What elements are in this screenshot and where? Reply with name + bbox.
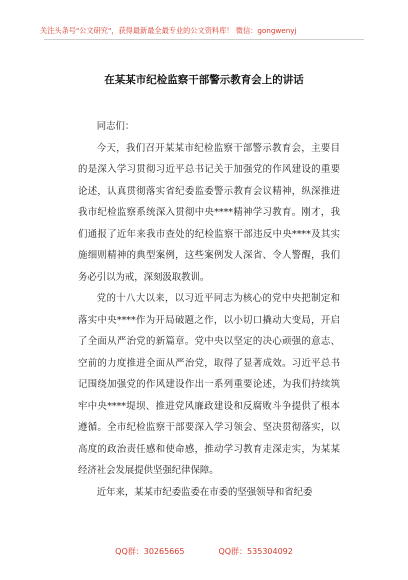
salutation: 同志们： [96,121,135,132]
footer-qq-groups [0,546,408,558]
document-body [78,116,340,503]
footer-qq-group-1: QQ群：30265665 [115,547,185,556]
paragraph-3: 近年来，某某市纪委监委在市委的坚强领导和省纪委 [96,486,313,498]
footer-qq-group-2: QQ群：535304092 [218,547,293,556]
paragraph-2: 党的十八大以来，以习近平同志为核心的党中央把制定和落实中央****作为开局破题之作，以小切口撬动大变局，开启了全面从严治党的新篇章。党中央以坚定的决心顽强的意志、空前的力度推进全面从严治党，取得了显著成效。习近平总书记围绕加强党的作风建设作出一系列重要论述，为我们持续筑牢中央****堤坝、推进党风廉政建设和反腐败斗争提供了根本遵循。全市纪检监察干部要深入学习领会、坚决贯彻落实，以高度的政治责任感和使命感，推动学习教育走深走实，为某某经济社会发展提供坚强纪律保障。 [78,293,340,476]
header-promo-note: 关注头条号"公文研究"，获得最新最全最专业的公文资料库！ 微信：gongwenyj [40,26,297,35]
document-title: 在某某市纪检监察干部警示教育会上的讲话 [104,74,304,86]
header-divider [44,39,364,40]
paragraph-1: 今天，我们召开某某市纪检监察干部警示教育会，主要目的是深入学习贯彻习近平总书记关于加强党的作风建设的重要论述，认真贯彻落实省纪委监委警示教育会议精神，纵深推进我市纪检监察系统深入贯彻中央****精神学习教育。刚才，我们通报了近年来我市查处的纪检监察干部违反中央****及其实施细则精神的典型案例，这些案例发人深省、令人警醒，我们务必引以为戒，深刻汲取教训。 [78,142,340,283]
